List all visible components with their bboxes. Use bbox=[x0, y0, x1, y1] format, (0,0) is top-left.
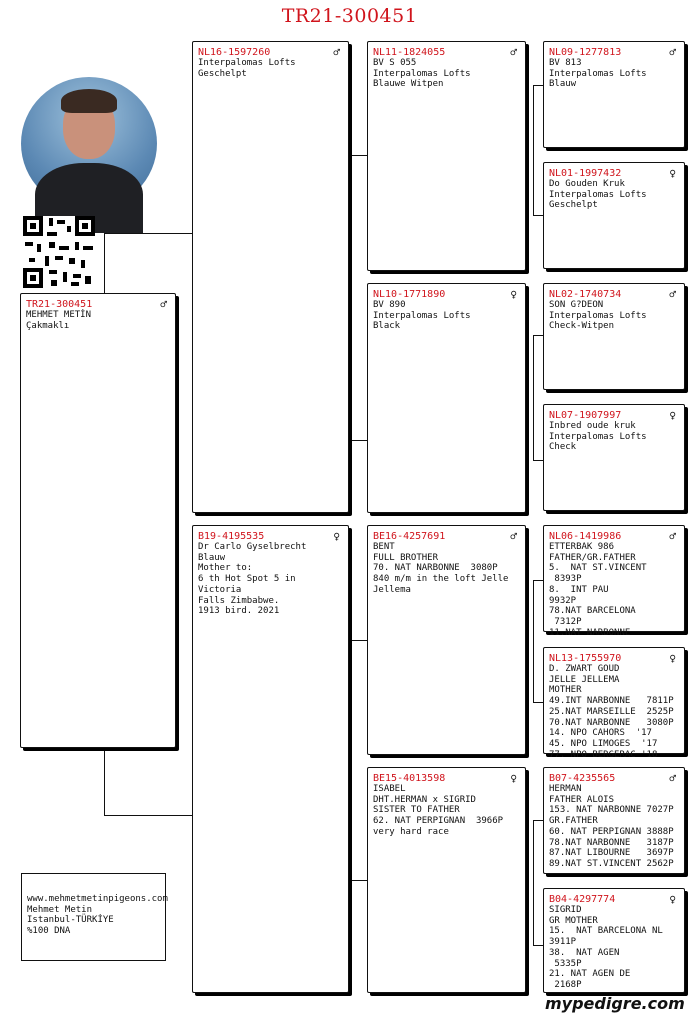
ring-number: NL01-1997432 bbox=[549, 168, 622, 179]
ring-number: B19-4195535 bbox=[198, 531, 265, 542]
pigeon-details: Do Gouden Kruk Interpalomas Lofts Geschelpt bbox=[549, 179, 647, 211]
grandparent-card[interactable] bbox=[367, 283, 526, 513]
connector-line bbox=[104, 233, 192, 234]
pigeon-details: Interpalomas Lofts Geschelpt bbox=[198, 58, 296, 79]
connector-line bbox=[104, 815, 192, 816]
sex-icon: ♂ bbox=[510, 46, 517, 59]
connector-line bbox=[351, 155, 367, 156]
sex-icon: ♀ bbox=[669, 652, 676, 665]
connector-line bbox=[533, 335, 534, 460]
connector-line bbox=[351, 640, 352, 880]
pigeon-details: MEHMET METİN Çakmaklı bbox=[26, 310, 92, 331]
pigeon-details: HERMAN FATHER ALOIS 153. NAT NARBONNE 7027P GR.FATHER 60. NAT PERPIGNAN 3888P 78.NAT NARBONNE 3187P 87.NAT LIBOURNE 3697P 89.NAT ST.VINCENT 2562P bbox=[549, 784, 674, 869]
sex-icon: ♂ bbox=[333, 46, 340, 59]
ring-number: NL11-1824055 bbox=[373, 47, 446, 58]
connector-line bbox=[533, 335, 543, 336]
great-grandparent-card[interactable] bbox=[543, 283, 685, 390]
great-grandparent-card[interactable] bbox=[543, 647, 685, 760]
grandparent-card[interactable] bbox=[367, 41, 526, 271]
pigeon-details: Inbred oude kruk Interpalomas Lofts Check bbox=[549, 421, 647, 453]
pigeon-details: Dr Carlo Gyselbrecht Blauw Mother to: 6 th Hot Spot 5 in Victoria Falls Zimbabwe. 1913 bird. 2021 bbox=[198, 542, 307, 617]
connector-line bbox=[533, 580, 543, 581]
sex-icon: ♂ bbox=[669, 772, 676, 785]
pigeon-details: D. ZWART GOUD JELLE JELLEMA MOTHER 49.INT NARBONNE 7811P 25.NAT MARSEILLE 2525P 70.NAT NARBONNE 3080P 14. NPO CAHORS '17 45. NPO LIMOGES '17 77. NPO BERGERAC '18 bbox=[549, 664, 674, 760]
ring-number: TR21-300451 bbox=[26, 299, 93, 310]
mother-card[interactable] bbox=[192, 525, 349, 993]
sex-icon: ♀ bbox=[333, 530, 340, 543]
ring-number: NL02-1740734 bbox=[549, 289, 622, 300]
pedigree-title: TR21-300451 bbox=[281, 5, 418, 27]
owner-name: Mehmet Metin bbox=[27, 904, 93, 915]
connector-line bbox=[104, 233, 105, 293]
ring-number: NL07-1907997 bbox=[549, 410, 622, 421]
sex-icon: ♂ bbox=[669, 530, 676, 543]
sex-icon: ♂ bbox=[160, 298, 167, 311]
connector-line bbox=[104, 748, 105, 816]
ring-number: NL09-1277813 bbox=[549, 47, 622, 58]
connector-line bbox=[351, 880, 367, 881]
grandparent-card[interactable] bbox=[367, 767, 526, 993]
ring-number: NL10-1771890 bbox=[373, 289, 446, 300]
sex-icon: ♂ bbox=[669, 46, 676, 59]
connector-line bbox=[533, 85, 534, 215]
ring-number: NL06-1419986 bbox=[549, 531, 622, 542]
sex-icon: ♂ bbox=[669, 288, 676, 301]
pigeon-details: SIGRID GR MOTHER 15. NAT BARCELONA NL 3911P 38. NAT AGEN 5335P 21. NAT AGEN DE 2168P bbox=[549, 905, 663, 990]
grandparent-card[interactable] bbox=[367, 525, 526, 755]
ring-number: NL16-1597260 bbox=[198, 47, 271, 58]
great-grandparent-card[interactable] bbox=[543, 888, 685, 993]
connector-line bbox=[533, 820, 534, 945]
sex-icon: ♀ bbox=[510, 288, 517, 301]
connector-line bbox=[533, 820, 543, 821]
qr-code-icon bbox=[23, 216, 95, 288]
ring-number: NL13-1755970 bbox=[549, 653, 622, 664]
ring-number: BE16-4257691 bbox=[373, 531, 446, 542]
connector-line bbox=[533, 460, 543, 461]
owner-website[interactable]: www.mehmetmetinpigeons.com bbox=[27, 894, 168, 904]
pigeon-details: BENT FULL BROTHER 70. NAT NARBONNE 3080P 840 m/m in the loft Jelle Jellema bbox=[373, 542, 509, 595]
ring-number: B07-4235565 bbox=[549, 773, 616, 784]
pigeon-details: BV 813 Interpalomas Lofts Blauw bbox=[549, 58, 647, 90]
owner-location: Istanbul-TÜRKİYE bbox=[27, 915, 114, 925]
subject-card[interactable] bbox=[20, 293, 176, 748]
connector-line bbox=[533, 215, 543, 216]
connector-line bbox=[533, 702, 543, 703]
sex-icon: ♀ bbox=[510, 772, 517, 785]
pigeon-details: BV 890 Interpalomas Lofts Black bbox=[373, 300, 471, 332]
great-grandparent-card[interactable] bbox=[543, 41, 685, 148]
sex-icon: ♀ bbox=[669, 409, 676, 422]
father-card[interactable] bbox=[192, 41, 349, 513]
pigeon-details: ISABEL DHT.HERMAN x SIGRID SISTER TO FATHER 62. NAT PERPIGNAN 3966P very hard race bbox=[373, 784, 504, 837]
connector-line bbox=[351, 640, 367, 641]
connector-line bbox=[533, 580, 534, 702]
connector-line bbox=[533, 85, 543, 86]
ring-number: BE15-4013598 bbox=[373, 773, 446, 784]
great-grandparent-card[interactable] bbox=[543, 404, 685, 511]
connector-line bbox=[351, 155, 352, 440]
owner-photo bbox=[21, 77, 157, 210]
pigeon-details: ETTERBAK 986 FATHER/GR.FATHER 5. NAT ST.VINCENT 8393P 8. INT PAU 9932P 78.NAT BARCELONA 7312P 11.NAT NARBONNE bbox=[549, 542, 647, 638]
ring-number: B04-4297774 bbox=[549, 894, 616, 905]
sex-icon: ♀ bbox=[669, 893, 676, 906]
dna-label: %100 DNA bbox=[27, 925, 71, 936]
great-grandparent-card[interactable] bbox=[543, 162, 685, 269]
great-grandparent-card[interactable] bbox=[543, 525, 685, 638]
owner-info-box bbox=[21, 873, 166, 961]
pigeon-details: SON G?DEON Interpalomas Lofts Check-Witpen bbox=[549, 300, 647, 332]
sex-icon: ♀ bbox=[669, 167, 676, 180]
brand-logo: mypedigre.com bbox=[545, 994, 685, 1013]
sex-icon: ♂ bbox=[510, 530, 517, 543]
connector-line bbox=[533, 945, 543, 946]
connector-line bbox=[351, 440, 367, 441]
pigeon-details: BV S 055 Interpalomas Lofts Blauwe Witpen bbox=[373, 58, 471, 90]
great-grandparent-card[interactable] bbox=[543, 767, 685, 874]
